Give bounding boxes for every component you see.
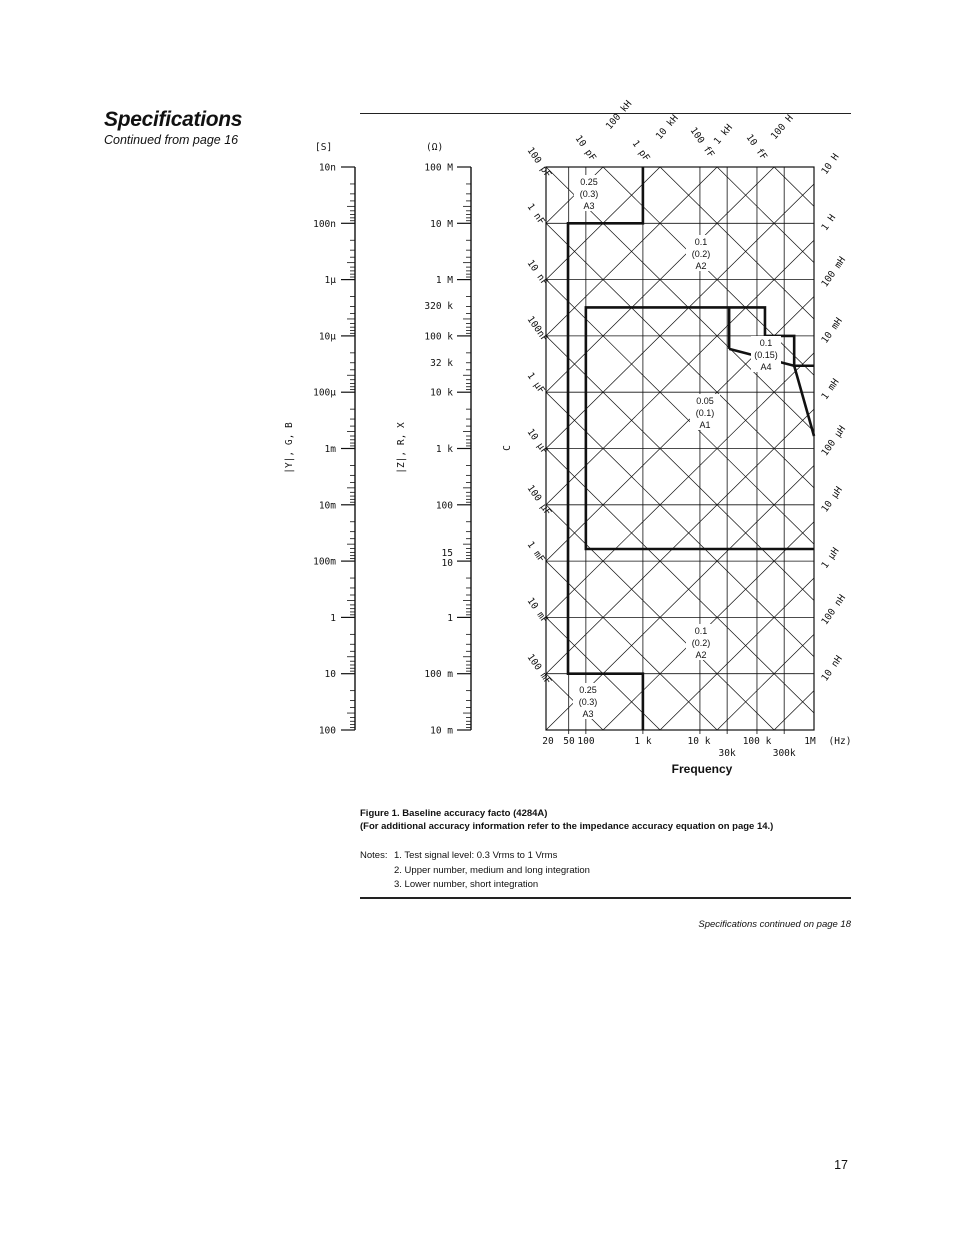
capacitance-axis-label: C xyxy=(502,445,513,451)
caption-line-2: (For additional accuracy information refer to the impedance accuracy equation on page 14.) xyxy=(360,821,774,832)
region-upper-value: 0.1 xyxy=(759,338,773,348)
inductance-top-label: 1 kH xyxy=(711,122,736,147)
inductance-diagonal xyxy=(888,0,954,730)
admittance-axis-label: |Y|, G, B xyxy=(284,422,295,474)
impedance-tick-label: 10 m xyxy=(430,725,453,737)
region-name: A2 xyxy=(695,261,707,271)
impedance-tick-label: 100 k xyxy=(424,331,453,343)
frequency-unit: (Hz) xyxy=(828,736,852,747)
admittance-tick-label: 100 xyxy=(318,725,336,737)
admittance-tick-label: 1μ xyxy=(324,275,336,287)
region-upper-value: 0.25 xyxy=(580,177,598,187)
capacitance-diagonal xyxy=(945,167,954,800)
region-upper-value: 0.05 xyxy=(696,396,714,406)
region-lower-value: (0.2) xyxy=(691,638,711,648)
capacitance-label: 100 pF xyxy=(524,145,554,180)
inductance-label: 10 mH xyxy=(819,315,845,346)
inductance-diagonal xyxy=(33,0,954,730)
figure-caption xyxy=(360,807,773,833)
inductance-top-label: 100 kH xyxy=(603,98,635,132)
inductance-label: 1 H xyxy=(819,212,839,234)
capacitance-label: 1 nF xyxy=(524,201,547,227)
capacitance-label: 100 mF xyxy=(524,652,554,687)
capacitance-diagonal xyxy=(489,167,954,800)
notes-label: Notes: xyxy=(360,850,388,861)
inductance-diagonal xyxy=(489,0,954,730)
admittance-tick-label: 1m xyxy=(324,444,336,455)
capacitance-diagonal xyxy=(0,167,954,800)
region-upper-value: 0.25 xyxy=(579,685,597,695)
frequency-tick-label: 100 xyxy=(577,736,595,747)
impedance-tick-label: 10 xyxy=(441,558,453,569)
frequency-tick-label: 50 xyxy=(563,736,575,747)
impedance-axis-label: |Z|, R, X xyxy=(396,422,407,474)
page-title: Specifications xyxy=(104,108,243,131)
capacitance-diagonal xyxy=(375,167,954,800)
admittance-unit: [S] xyxy=(315,142,333,153)
inductance-diagonal xyxy=(318,0,954,730)
region-name: A3 xyxy=(583,201,595,211)
frequency-tick-label: 10 k xyxy=(687,736,711,747)
impedance-tick-label: 1 k xyxy=(435,444,453,455)
inductance-label: 10 nH xyxy=(819,653,845,684)
capacitance-diagonal xyxy=(0,167,954,800)
frequency-subtick-label: 300k xyxy=(772,748,796,759)
capacitance-diagonal xyxy=(261,167,954,800)
capacitance-diagonal xyxy=(147,167,954,800)
region-lower-value: (0.3) xyxy=(578,697,598,707)
capacitance-top-label: 1 pF xyxy=(629,138,652,164)
impedance-tick-label: 100 m xyxy=(424,669,453,681)
capacitance-diagonal xyxy=(546,167,954,800)
capacitance-diagonal xyxy=(0,167,954,800)
inductance-diagonal xyxy=(432,0,954,730)
continued-note: Specifications continued on page 18 xyxy=(698,919,851,930)
inductance-diagonal xyxy=(831,0,954,730)
impedance-tick-label: 10 k xyxy=(430,387,453,399)
notes-row xyxy=(360,849,590,864)
inductance-diagonal xyxy=(204,0,954,730)
page-subtitle: Continued from page 16 xyxy=(104,133,239,147)
scale-group xyxy=(284,142,513,737)
notes-row xyxy=(360,878,590,893)
impedance-tick-label: 100 M xyxy=(424,162,453,174)
inductance-label: 100 nH xyxy=(819,592,849,628)
inductance-diagonal xyxy=(546,0,954,730)
capacitance-diagonal xyxy=(318,167,954,800)
admittance-tick-label: 10 xyxy=(324,669,336,681)
capacitance-label: 100nF xyxy=(524,314,550,345)
frequency-tick-label: 1M xyxy=(804,736,816,747)
capacitance-label: 10 mF xyxy=(524,595,550,626)
region-name: A1 xyxy=(699,420,711,430)
inductance-diagonal xyxy=(375,0,954,730)
inductance-label: 1 μH xyxy=(819,545,842,571)
capacitance-label: 1 μF xyxy=(524,370,547,396)
inductance-diagonal xyxy=(261,0,954,730)
inductance-label: 100 μH xyxy=(819,423,849,459)
region-upper-value: 0.1 xyxy=(694,237,708,247)
admittance-tick-label: 100n xyxy=(313,218,336,230)
impedance-extra-label: 32 k xyxy=(430,358,453,369)
impedance-unit: (Ω) xyxy=(426,142,444,153)
frequency-tick-label: 1 k xyxy=(634,736,652,747)
impedance-tick-label: 1 M xyxy=(435,275,453,287)
capacitance-label: 1 mF xyxy=(524,539,547,565)
capacitance-diagonal xyxy=(0,167,945,800)
impedance-tick-label: 1 xyxy=(447,612,453,624)
region-lower-value: (0.2) xyxy=(691,249,711,259)
admittance-tick-label: 10m xyxy=(318,500,336,512)
capacitance-label: 10 nF xyxy=(524,258,550,288)
note-item: 2. Upper number, medium and long integration xyxy=(394,864,590,876)
capacitance-diagonal xyxy=(33,167,954,800)
frequency-tick-label: 100 k xyxy=(742,736,772,747)
page-number: 17 xyxy=(834,1158,848,1172)
region-lower-value: (0.15) xyxy=(754,350,778,360)
impedance-tick-label: 100 xyxy=(435,500,453,512)
region-lower-value: (0.3) xyxy=(579,189,599,199)
capacitance-top-label: 100 fF xyxy=(687,125,717,160)
capacitance-label: 10 μF xyxy=(524,426,550,457)
region-name: A3 xyxy=(582,709,594,719)
inductance-top-label: 10 kH xyxy=(653,112,681,142)
impedance-tick-label: 10 M xyxy=(430,218,453,230)
capacitance-diagonal xyxy=(90,167,954,800)
inductance-top-label: 100 H xyxy=(768,112,796,142)
inductance-label: 10 H xyxy=(819,151,842,177)
frequency-subtick-label: 30k xyxy=(718,748,736,759)
capacitance-label: 100 μF xyxy=(524,483,554,518)
admittance-tick-label: 10μ xyxy=(318,331,336,343)
frequency-axis-label: Frequency xyxy=(671,762,733,776)
note-item: 3. Lower number, short integration xyxy=(394,879,539,890)
region-lower-value: (0.1) xyxy=(695,408,715,418)
figure-notes xyxy=(360,849,590,893)
admittance-tick-label: 100m xyxy=(313,556,336,568)
inductance-label: 100 mH xyxy=(819,254,849,290)
impedance-extra-label: 15 xyxy=(441,548,453,559)
capacitance-diagonal xyxy=(603,167,954,800)
admittance-tick-label: 100μ xyxy=(313,387,336,399)
capacitance-diagonal xyxy=(774,167,954,800)
bottom-divider xyxy=(360,897,851,899)
capacitance-top-label: 10 pF xyxy=(572,133,598,164)
inductance-label: 10 μH xyxy=(819,484,845,515)
notes-spacer xyxy=(360,878,394,893)
admittance-tick-label: 10n xyxy=(318,162,336,174)
inductance-label: 1 mH xyxy=(819,376,842,402)
capacitance-top-label: 10 fF xyxy=(743,132,769,163)
frequency-tick-label: 20 xyxy=(542,736,554,747)
note-item: 1. Test signal level: 0.3 Vrms to 1 Vrms xyxy=(394,850,558,861)
impedance-extra-label: 320 k xyxy=(424,301,453,312)
notes-spacer xyxy=(360,864,394,879)
notes-row xyxy=(360,864,590,879)
admittance-tick-label: 1 xyxy=(330,612,336,624)
region-upper-value: 0.1 xyxy=(694,626,708,636)
capacitance-diagonal xyxy=(888,167,954,800)
caption-line-1: Figure 1. Baseline accuracy facto (4284A) xyxy=(360,808,548,819)
inductance-diagonal xyxy=(945,0,954,730)
region-name: A2 xyxy=(695,650,707,660)
region-name: A4 xyxy=(760,362,772,372)
capacitance-diagonal xyxy=(0,167,888,800)
